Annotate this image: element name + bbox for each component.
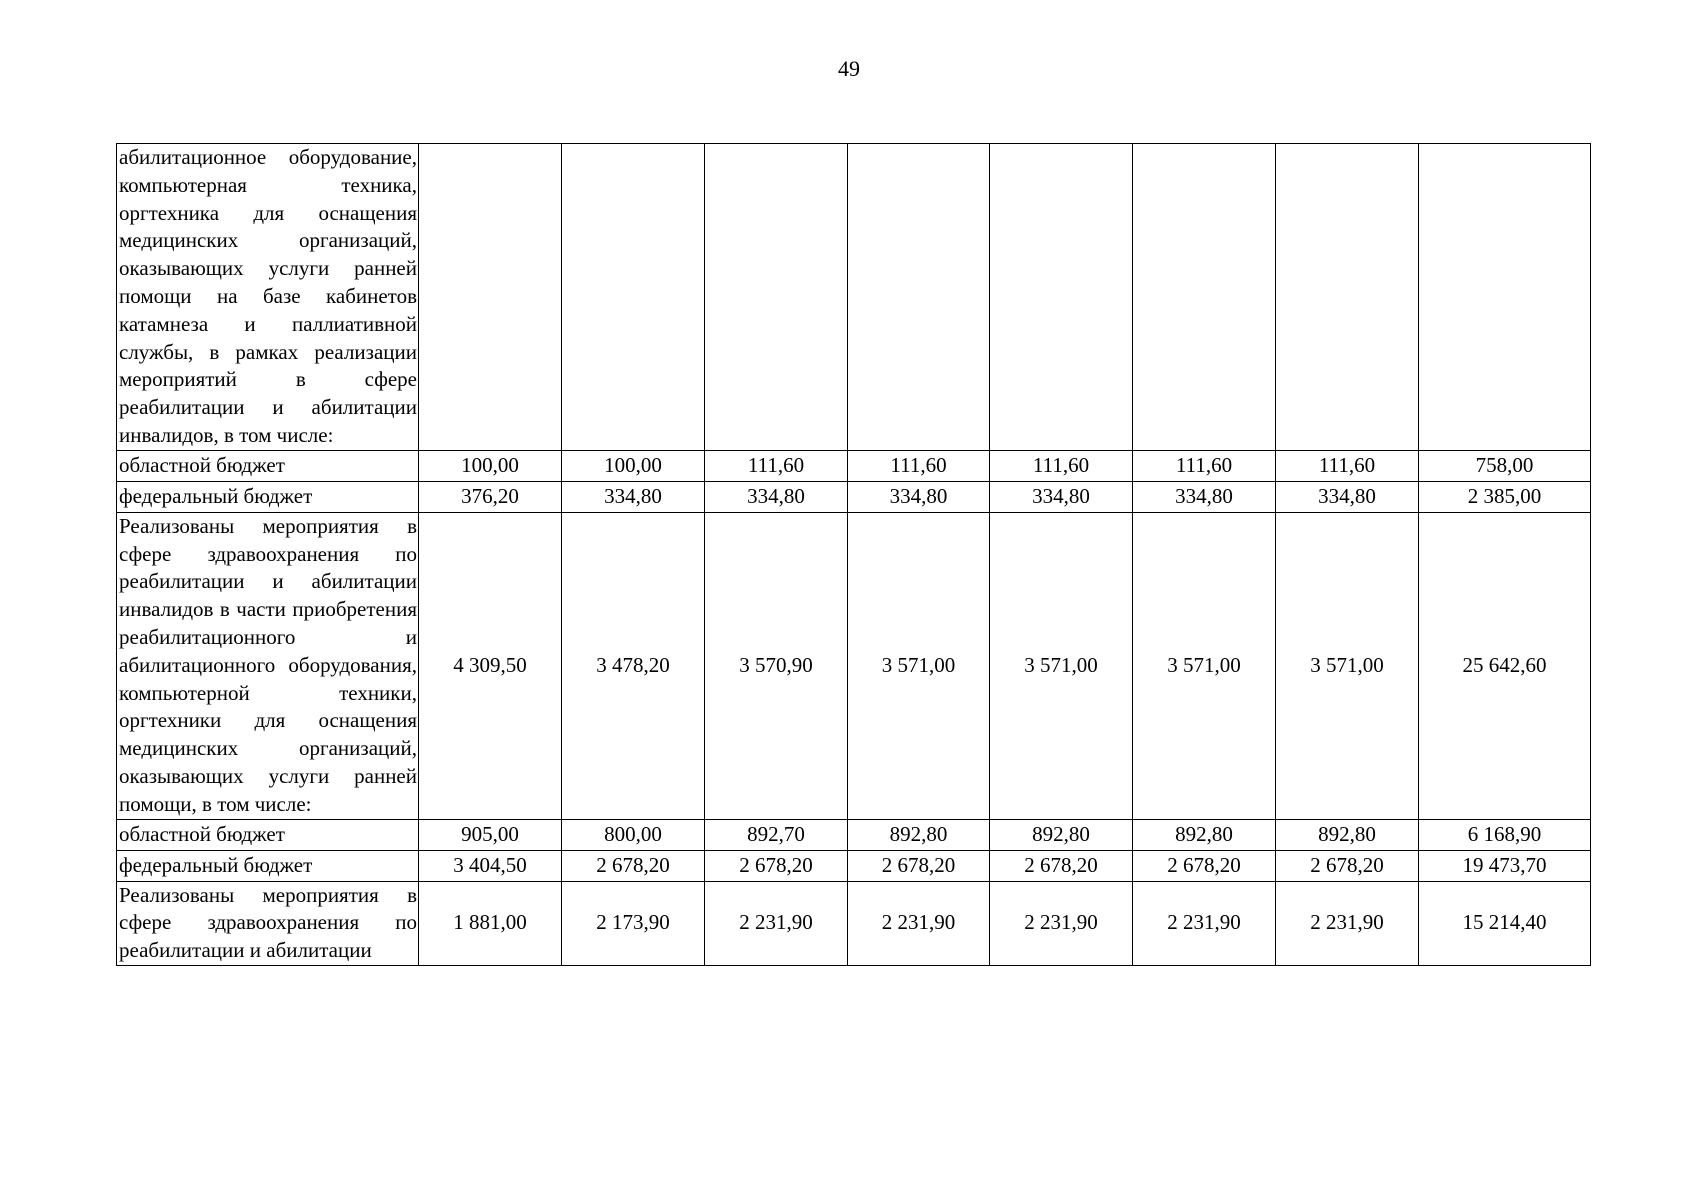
- table-row: [117, 481, 1591, 512]
- total-cell: 6 168,90: [1419, 819, 1591, 850]
- total-cell: 758,00: [1419, 450, 1591, 481]
- value-cell: 3 404,50: [419, 850, 562, 881]
- table-row: [117, 144, 1591, 451]
- value-cell: 892,80: [1133, 819, 1276, 850]
- value-cell: 3 570,90: [705, 512, 848, 819]
- value-cell: 3 571,00: [990, 512, 1133, 819]
- value-cell: 2 231,90: [705, 881, 848, 965]
- value-cell: [705, 144, 848, 451]
- value-cell: 892,70: [705, 819, 848, 850]
- value-cell: 334,80: [848, 481, 990, 512]
- row-description: абилитационное оборудование, компьютерная техника, оргтехника для оснащения медицинских организаций, оказывающих услуги ранней помощи на базе кабинетов катамнеза и паллиативной службы, в рамках реализации мероприятий в сфере реабилитации и абилитации инвалидов, в том числе:: [117, 144, 419, 451]
- value-cell: [1276, 144, 1419, 451]
- value-cell: 2 231,90: [990, 881, 1133, 965]
- total-cell: 19 473,70: [1419, 850, 1591, 881]
- total-cell: 15 214,40: [1419, 881, 1591, 965]
- value-cell: 2 678,20: [848, 850, 990, 881]
- value-cell: 111,60: [1133, 450, 1276, 481]
- table-row: [117, 819, 1591, 850]
- value-cell: 1 881,00: [419, 881, 562, 965]
- value-cell: [419, 144, 562, 451]
- value-cell: 892,80: [848, 819, 990, 850]
- value-cell: 3 571,00: [1133, 512, 1276, 819]
- total-cell: [1419, 144, 1591, 451]
- value-cell: [848, 144, 990, 451]
- value-cell: 2 678,20: [1276, 850, 1419, 881]
- value-cell: 2 678,20: [562, 850, 705, 881]
- row-description: федеральный бюджет: [117, 481, 419, 512]
- row-description: областной бюджет: [117, 819, 419, 850]
- table-body: [117, 144, 1591, 966]
- value-cell: 905,00: [419, 819, 562, 850]
- value-cell: 2 231,90: [848, 881, 990, 965]
- value-cell: 2 678,20: [990, 850, 1133, 881]
- value-cell: 111,60: [990, 450, 1133, 481]
- value-cell: 334,80: [562, 481, 705, 512]
- budget-table: [116, 143, 1591, 966]
- page-number: 49: [838, 56, 860, 81]
- value-cell: 111,60: [848, 450, 990, 481]
- value-cell: 2 231,90: [1276, 881, 1419, 965]
- value-cell: 2 678,20: [705, 850, 848, 881]
- value-cell: 2 678,20: [1133, 850, 1276, 881]
- value-cell: 892,80: [990, 819, 1133, 850]
- value-cell: 334,80: [1276, 481, 1419, 512]
- total-cell: 25 642,60: [1419, 512, 1591, 819]
- value-cell: [1133, 144, 1276, 451]
- value-cell: 100,00: [562, 450, 705, 481]
- value-cell: 2 173,90: [562, 881, 705, 965]
- value-cell: 3 571,00: [848, 512, 990, 819]
- table-row: [117, 881, 1591, 965]
- value-cell: 334,80: [990, 481, 1133, 512]
- row-description: федеральный бюджет: [117, 850, 419, 881]
- value-cell: 3 478,20: [562, 512, 705, 819]
- value-cell: 334,80: [1133, 481, 1276, 512]
- value-cell: 111,60: [1276, 450, 1419, 481]
- value-cell: 2 231,90: [1133, 881, 1276, 965]
- value-cell: 892,80: [1276, 819, 1419, 850]
- row-description: Реализованы мероприятия в сфере здравоохранения по реабилитации и абилитации: [117, 881, 419, 965]
- value-cell: 100,00: [419, 450, 562, 481]
- total-cell: 2 385,00: [1419, 481, 1591, 512]
- value-cell: [562, 144, 705, 451]
- table-row: [117, 850, 1591, 881]
- value-cell: 376,20: [419, 481, 562, 512]
- value-cell: 111,60: [705, 450, 848, 481]
- value-cell: [990, 144, 1133, 451]
- value-cell: 3 571,00: [1276, 512, 1419, 819]
- table-row: [117, 450, 1591, 481]
- value-cell: 800,00: [562, 819, 705, 850]
- table-row: [117, 512, 1591, 819]
- row-description: областной бюджет: [117, 450, 419, 481]
- value-cell: 334,80: [705, 481, 848, 512]
- value-cell: 4 309,50: [419, 512, 562, 819]
- row-description: Реализованы мероприятия в сфере здравоохранения по реабилитации и абилитации инвалидов в части приобретения реабилитационного и абилитационного оборудования, компьютерной техники, оргтехники для оснащения медицинских организаций, оказывающих услуги ранней помощи, в том числе:: [117, 512, 419, 819]
